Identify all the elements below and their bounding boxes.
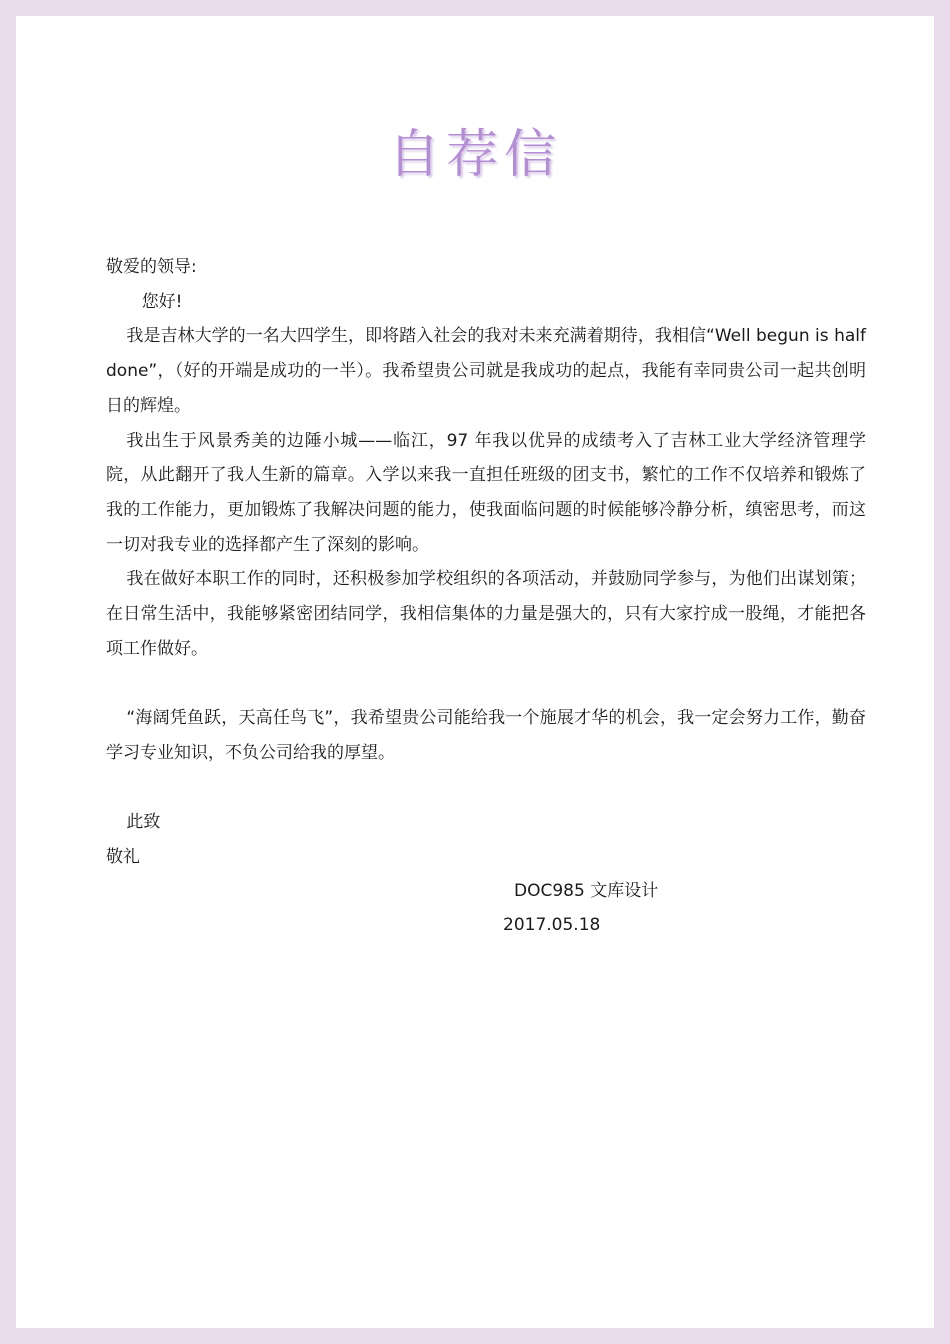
blank-line <box>106 771 866 806</box>
signer: DOC985 文库设计 <box>514 881 659 901</box>
paragraph-aspiration: “海阔凭鱼跃，天高任鸟飞”，我希望贵公司能给我一个施展才华的机会，我一定会努力工作，勤奋学习专业知识，不负公司给我的厚望。 <box>106 708 866 763</box>
paragraph-activities: 我在做好本职工作的同时，还积极参加学校组织的各项活动，并鼓励同学参与，为他们出谋划策；在日常生活中，我能够紧密团结同学，我相信集体的力量是强大的，只有大家拧成一股绳，才能把各项工作做好。 <box>106 569 866 659</box>
greeting: 您好! <box>141 291 183 312</box>
date: 2017.05.18 <box>503 915 601 935</box>
closing-jing-li: 敬礼 <box>106 846 140 867</box>
closing-ci-zhi: 此致 <box>126 812 161 833</box>
document-page <box>16 16 934 1328</box>
salutation: 敬爱的领导: <box>106 257 197 277</box>
blank-line <box>106 666 866 701</box>
paragraph-background: 我出生于风景秀美的边陲小城——临江，97 年我以优异的成绩考入了吉林工业大学经济管理学院，从此翻开了我人生新的篇章。入学以来我一直担任班级的团支书，繁忙的工作不仅培养和锻炼了我的工作能力，更加锻炼了我解决问题的能力，使我面临问题的时候能够冷静分析，缜密思考，而这一切对我专业的选择都产生了深刻的影响。 <box>106 430 866 555</box>
paragraph-intro: 我是吉林大学的一名大四学生，即将踏入社会的我对未来充满着期待，我相信“Well begun is half done”，（好的开端是成功的一半）。我希望贵公司就是我成功的起点，我能有幸同贵公司一起共创明日的辉煌。 <box>106 326 866 416</box>
letter-title: 自荐信 <box>387 125 562 185</box>
letter-body <box>106 250 866 875</box>
